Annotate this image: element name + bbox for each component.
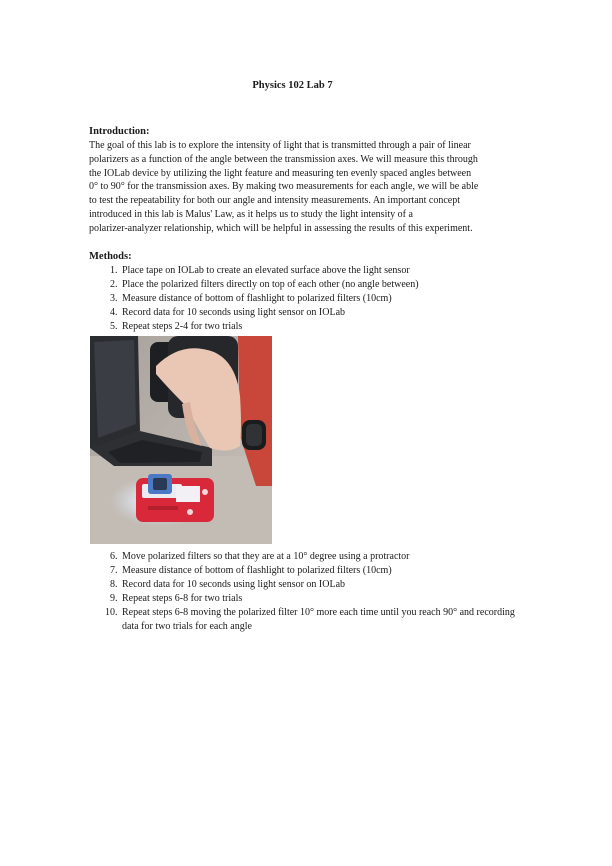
introduction-body	[89, 139, 509, 236]
intro-line: polarizers as a function of the angle between the transmission axes. We will measure this through	[89, 153, 478, 165]
method-step-2: 2. Place the polarized filters directly on top of each other (no angle between)	[120, 278, 419, 292]
method-step-4: 4. Record data for 10 seconds using light sensor on IOLab	[120, 306, 419, 320]
method-step-10: 10. Repeat steps 6-8 moving the polarized filter 10° more each time until you reach 90° and recording data for two trials for each angle	[120, 606, 515, 634]
method-step-7: 7. Measure distance of bottom of flashlight to polarized filters (10cm)	[120, 564, 515, 578]
intro-line: The goal of this lab is to explore the intensity of light that is transmitted through a pair of linear	[89, 140, 471, 151]
methods-heading: Methods:	[89, 251, 132, 262]
lab-setup-photo	[90, 336, 272, 544]
methods-steps-list-1	[96, 264, 419, 334]
intro-line: polarizer-analyzer relationship, which will be helpful in assessing the results of this experiment.	[89, 222, 473, 234]
introduction-heading: Introduction:	[89, 126, 150, 137]
page-title: Physics 102 Lab 7	[252, 80, 333, 91]
intro-line: introduced in this lab is Malus' Law, as it helps us to study the light intensity of a	[89, 208, 413, 220]
method-step-1: 1. Place tape on IOLab to create an elevated surface above the light sensor	[120, 264, 419, 278]
intro-line: 0° to 90° for the transmission axes. By making two measurements for each angle, we will be able	[89, 181, 479, 193]
intro-line: to test the repeatability for both our angle and intensity measurements. An important concept	[89, 195, 461, 207]
method-step-9: 9. Repeat steps 6-8 for two trials	[120, 592, 515, 606]
method-step-5: 5. Repeat steps 2-4 for two trials	[120, 320, 419, 334]
method-step-6: 6. Move polarized filters so that they are at a 10° degree using a protractor	[120, 550, 515, 564]
method-step-3: 3. Measure distance of bottom of flashlight to polarized filters (10cm)	[120, 292, 419, 306]
method-step-8: 8. Record data for 10 seconds using light sensor on IOLab	[120, 578, 515, 592]
intro-line: the IOLab device by utilizing the light feature and measuring ten evenly spaced angles between	[89, 167, 472, 179]
methods-steps-list-2	[96, 550, 515, 633]
